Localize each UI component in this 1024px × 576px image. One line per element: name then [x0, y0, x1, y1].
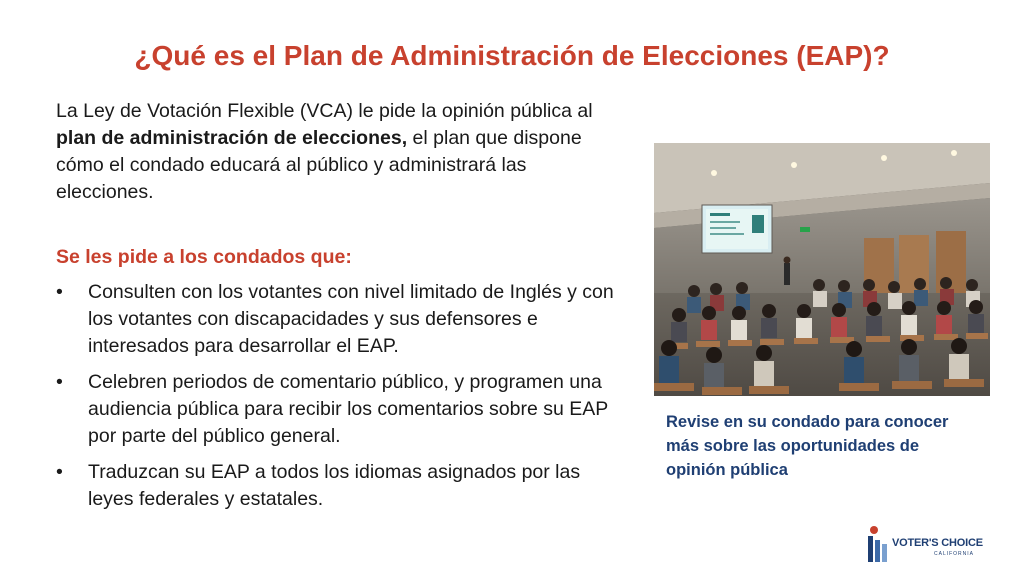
- logo-subtext: CALIFORNIA: [934, 551, 975, 557]
- voters-choice-logo: [864, 524, 994, 564]
- bullet-item: [56, 369, 616, 450]
- bullet-text: Consulten con los votantes con nivel limitado de Inglés y con los votantes con discapacidades y sus defensores e interesados para desarrollar el EAP.: [88, 281, 614, 357]
- intro-text-before: La Ley de Votación Flexible (VCA) le pide la opinión pública al: [56, 100, 593, 122]
- slide-title: ¿Qué es el Plan de Administración de Elecciones (EAP)?: [134, 40, 890, 71]
- intro-paragraph: [56, 98, 616, 206]
- logo-mark-icon: [864, 524, 892, 564]
- intro-text-after: el plan que dispone cómo el condado educará al público y administrará las elecciones.: [56, 127, 582, 203]
- photo-caption: Revise en su condado para conocer más sobre las oportunidades de opinión pública: [666, 413, 949, 479]
- bullet-marker: •: [56, 371, 63, 393]
- bullet-text: Celebren periodos de comentario público, y programen una audiencia pública para recibir los comentarios sobre su EAP por parte del público general.: [88, 371, 608, 447]
- bullet-text: Traduzcan su EAP a todos los idiomas asignados por las leyes federales y estatales.: [88, 461, 581, 510]
- bullet-list: [56, 279, 616, 522]
- bullet-marker: •: [56, 281, 63, 303]
- photo-illustration: [654, 143, 990, 396]
- subheading: Se les pide a los condados que:: [56, 246, 352, 268]
- logo-text: VOTER'S CHOICE: [892, 537, 983, 549]
- intro-text-bold: plan de administración de elecciones,: [56, 127, 408, 149]
- public-meeting-photo: [654, 143, 990, 396]
- bullet-item: [56, 459, 616, 513]
- bullet-marker: •: [56, 461, 63, 483]
- bullet-item: [56, 279, 616, 360]
